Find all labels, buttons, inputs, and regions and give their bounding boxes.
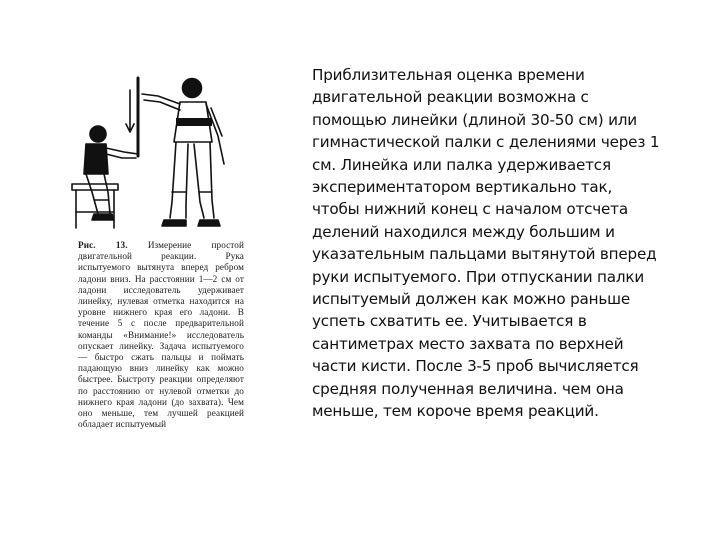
- figure-caption: [78, 240, 244, 430]
- figure-caption-label: Рис. 13.: [78, 240, 128, 250]
- reaction-test-illustration: [68, 72, 244, 238]
- reaction-test-figure: [68, 72, 244, 430]
- body-text: Приблизительная оценка времени двигательной реакции возможна с помощью линейки (длиной 30-50 см) или гимнастической палки с делениями через 1 см. Линейка или палка удерживается экспериментатором вертикально так, чтобы нижний конец с началом отсчета делений находился между большим и указательным пальцами вытянутой вперед руки испытуемого. При отпускании палки испытуемый должен как можно раньше успеть схватить ее. Учитывается в сантиметрах место захвата по верхней части кисти. После 3-5 проб вычисляется средняя полученная величина. чем она меньше, тем короче время реакций.: [312, 66, 660, 421]
- figure-caption-text: Измерение простой двигательной реакции. Рука испытуемого вытянута вперед ребром ладони вниз. На расстоянии 1—2 см от ладони исследователь удерживает линейку, нулевая отметка находится на уровне нижнего края его ладони. В течение 5 с после предварительной команды «Внимание!» исследователь опускает линейку. Задача испытуемого — быстро сжать пальцы и поймать падающую вниз линейку как можно быстрее. Быстроту реакции определяют по расстоянию от нулевой отметки до нижнего края ладони (до захвата). Чем оно меньше, тем лучшей реакцией обладает испытуемый: [78, 240, 244, 430]
